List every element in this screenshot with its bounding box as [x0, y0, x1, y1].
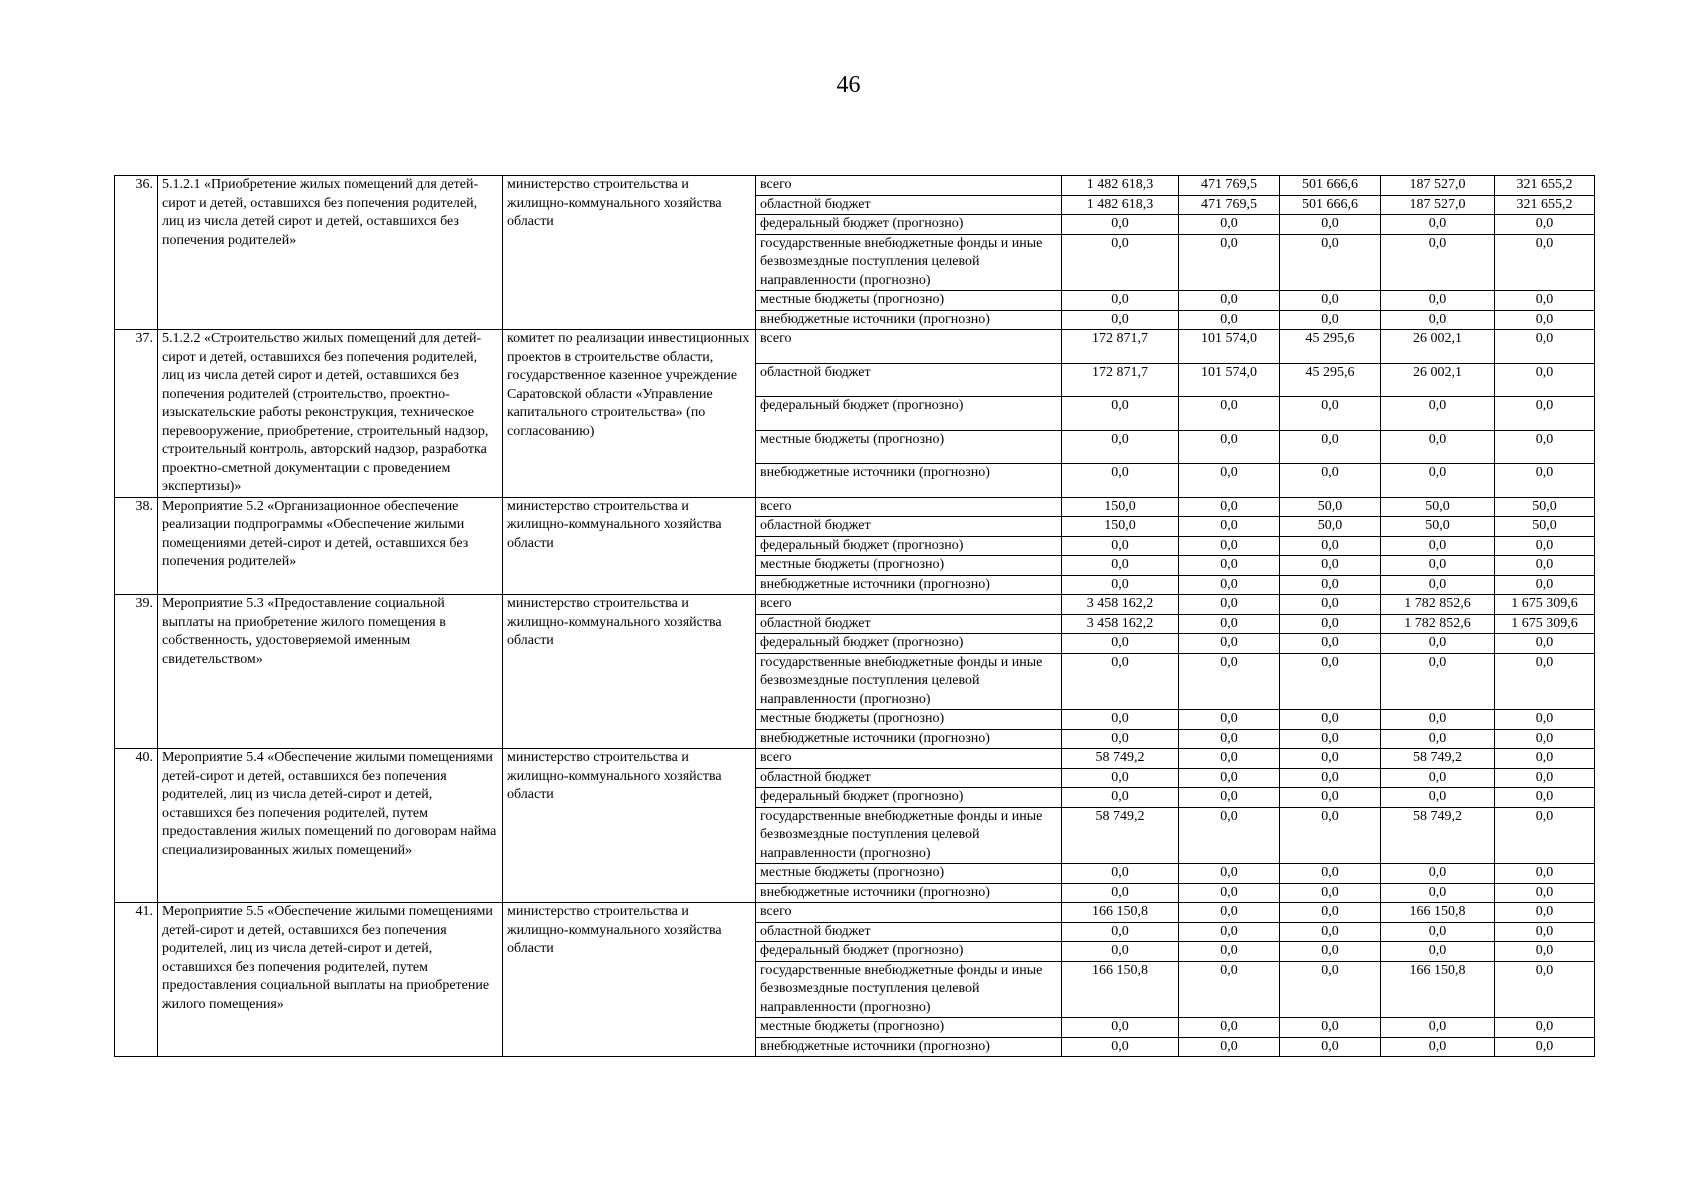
funding-source: государственные внебюджетные фонды и иные безвозмездные поступления целевой направленности (прогнозно) — [756, 807, 1062, 864]
amount-cell: 0,0 — [1495, 903, 1595, 923]
funding-source: внебюджетные источники (прогнозно) — [756, 310, 1062, 330]
amount-cell: 0,0 — [1495, 575, 1595, 595]
amount-cell: 1 675 309,6 — [1495, 614, 1595, 634]
funding-source: всего — [756, 595, 1062, 615]
amount-cell: 0,0 — [1280, 788, 1381, 808]
amount-cell: 0,0 — [1495, 710, 1595, 730]
amount-cell: 150,0 — [1062, 497, 1179, 517]
funding-source: областной бюджет — [756, 768, 1062, 788]
amount-cell: 0,0 — [1062, 864, 1179, 884]
funding-source: местные бюджеты (прогнозно) — [756, 710, 1062, 730]
amount-cell: 0,0 — [1179, 1037, 1280, 1057]
amount-cell: 0,0 — [1179, 942, 1280, 962]
amount-cell: 0,0 — [1062, 215, 1179, 235]
amount-cell: 0,0 — [1381, 768, 1495, 788]
funding-source: федеральный бюджет (прогнозно) — [756, 397, 1062, 431]
amount-cell: 0,0 — [1280, 768, 1381, 788]
funding-source: государственные внебюджетные фонды и иные безвозмездные поступления целевой направленности (прогнозно) — [756, 961, 1062, 1018]
amount-cell: 0,0 — [1280, 556, 1381, 576]
amount-cell: 0,0 — [1179, 497, 1280, 517]
row-number: 41. — [115, 903, 158, 1057]
amount-cell: 321 655,2 — [1495, 195, 1595, 215]
activity-name: Мероприятие 5.4 «Обеспечение жилыми помещениями детей-сирот и детей, оставшихся без попечения родителей, лиц из числа детей-сирот и детей, оставшихся без попечения родителей, путем предоставления жилых помещений по договорам найма специализированных жилых помещений» — [158, 749, 503, 903]
amount-cell: 0,0 — [1062, 768, 1179, 788]
amount-cell: 0,0 — [1280, 922, 1381, 942]
amount-cell: 0,0 — [1280, 653, 1381, 710]
amount-cell: 0,0 — [1179, 430, 1280, 464]
amount-cell: 0,0 — [1179, 575, 1280, 595]
amount-cell: 0,0 — [1062, 634, 1179, 654]
funding-source: местные бюджеты (прогнозно) — [756, 430, 1062, 464]
amount-cell: 0,0 — [1381, 464, 1495, 498]
amount-cell: 0,0 — [1495, 749, 1595, 769]
amount-cell: 0,0 — [1280, 464, 1381, 498]
amount-cell: 0,0 — [1062, 788, 1179, 808]
amount-cell: 26 002,1 — [1381, 363, 1495, 397]
amount-cell: 1 482 618,3 — [1062, 176, 1179, 196]
amount-cell: 0,0 — [1280, 942, 1381, 962]
activity-name: Мероприятие 5.3 «Предоставление социальной выплаты на приобретение жилого помещения в собственность, удостоверяемой именным свидетельством» — [158, 595, 503, 749]
funding-source: внебюджетные источники (прогнозно) — [756, 1037, 1062, 1057]
amount-cell: 101 574,0 — [1179, 330, 1280, 364]
amount-cell: 0,0 — [1179, 310, 1280, 330]
executor: министерство строительства и жилищно-коммунального хозяйства области — [503, 176, 756, 330]
amount-cell: 166 150,8 — [1381, 903, 1495, 923]
amount-cell: 0,0 — [1062, 942, 1179, 962]
amount-cell: 0,0 — [1381, 291, 1495, 311]
amount-cell: 166 150,8 — [1381, 961, 1495, 1018]
funding-source: областной бюджет — [756, 517, 1062, 537]
funding-source: всего — [756, 903, 1062, 923]
amount-cell: 0,0 — [1495, 536, 1595, 556]
amount-cell: 0,0 — [1280, 1037, 1381, 1057]
activity-name: Мероприятие 5.5 «Обеспечение жилыми помещениями детей-сирот и детей, оставшихся без попечения родителей, лиц из числа детей-сирот и детей, оставшихся без попечения родителей, путем предоставления социальной выплаты на приобретение жилого помещения» — [158, 903, 503, 1057]
executor: министерство строительства и жилищно-коммунального хозяйства области — [503, 749, 756, 903]
amount-cell: 50,0 — [1495, 497, 1595, 517]
amount-cell: 45 295,6 — [1280, 330, 1381, 364]
amount-cell: 58 749,2 — [1381, 807, 1495, 864]
amount-cell: 0,0 — [1062, 1018, 1179, 1038]
amount-cell: 0,0 — [1179, 234, 1280, 291]
amount-cell: 0,0 — [1280, 536, 1381, 556]
amount-cell: 50,0 — [1280, 497, 1381, 517]
amount-cell: 3 458 162,2 — [1062, 595, 1179, 615]
amount-cell: 0,0 — [1062, 729, 1179, 749]
amount-cell: 0,0 — [1179, 215, 1280, 235]
amount-cell: 0,0 — [1179, 614, 1280, 634]
amount-cell: 0,0 — [1179, 864, 1280, 884]
amount-cell: 0,0 — [1381, 234, 1495, 291]
amount-cell: 101 574,0 — [1179, 363, 1280, 397]
amount-cell: 0,0 — [1179, 788, 1280, 808]
amount-cell: 0,0 — [1062, 653, 1179, 710]
amount-cell: 501 666,6 — [1280, 176, 1381, 196]
amount-cell: 45 295,6 — [1280, 363, 1381, 397]
funding-source: федеральный бюджет (прогнозно) — [756, 942, 1062, 962]
amount-cell: 0,0 — [1179, 634, 1280, 654]
funding-source: государственные внебюджетные фонды и иные безвозмездные поступления целевой направленности (прогнозно) — [756, 234, 1062, 291]
amount-cell: 172 871,7 — [1062, 330, 1179, 364]
amount-cell: 26 002,1 — [1381, 330, 1495, 364]
amount-cell: 0,0 — [1280, 864, 1381, 884]
amount-cell: 0,0 — [1495, 397, 1595, 431]
amount-cell: 1 782 852,6 — [1381, 595, 1495, 615]
funding-source: всего — [756, 749, 1062, 769]
amount-cell: 0,0 — [1495, 653, 1595, 710]
amount-cell: 0,0 — [1179, 903, 1280, 923]
amount-cell: 1 675 309,6 — [1495, 595, 1595, 615]
amount-cell: 0,0 — [1280, 1018, 1381, 1038]
amount-cell: 0,0 — [1179, 961, 1280, 1018]
amount-cell: 0,0 — [1495, 729, 1595, 749]
funding-source: всего — [756, 176, 1062, 196]
row-number: 37. — [115, 330, 158, 498]
amount-cell: 0,0 — [1179, 517, 1280, 537]
amount-cell: 0,0 — [1280, 749, 1381, 769]
amount-cell: 0,0 — [1381, 575, 1495, 595]
amount-cell: 50,0 — [1495, 517, 1595, 537]
amount-cell: 0,0 — [1495, 864, 1595, 884]
funding-source: местные бюджеты (прогнозно) — [756, 556, 1062, 576]
amount-cell: 0,0 — [1495, 464, 1595, 498]
amount-cell: 0,0 — [1381, 788, 1495, 808]
funding-source: областной бюджет — [756, 363, 1062, 397]
amount-cell: 0,0 — [1495, 1018, 1595, 1038]
amount-cell: 0,0 — [1280, 807, 1381, 864]
funding-source: внебюджетные источники (прогнозно) — [756, 464, 1062, 498]
amount-cell: 0,0 — [1381, 397, 1495, 431]
amount-cell: 0,0 — [1495, 768, 1595, 788]
amount-cell: 0,0 — [1062, 556, 1179, 576]
amount-cell: 0,0 — [1179, 768, 1280, 788]
table-row — [115, 176, 1595, 196]
amount-cell: 0,0 — [1062, 291, 1179, 311]
amount-cell: 0,0 — [1495, 961, 1595, 1018]
table-body — [115, 176, 1595, 1057]
amount-cell: 3 458 162,2 — [1062, 614, 1179, 634]
table-row — [115, 497, 1595, 517]
amount-cell: 0,0 — [1381, 883, 1495, 903]
amount-cell: 0,0 — [1495, 1037, 1595, 1057]
amount-cell: 0,0 — [1280, 215, 1381, 235]
amount-cell: 0,0 — [1062, 234, 1179, 291]
row-number: 40. — [115, 749, 158, 903]
amount-cell: 0,0 — [1179, 922, 1280, 942]
amount-cell: 166 150,8 — [1062, 961, 1179, 1018]
funding-source: всего — [756, 330, 1062, 364]
amount-cell: 0,0 — [1495, 363, 1595, 397]
amount-cell: 0,0 — [1179, 729, 1280, 749]
amount-cell: 172 871,7 — [1062, 363, 1179, 397]
amount-cell: 0,0 — [1381, 942, 1495, 962]
amount-cell: 0,0 — [1280, 729, 1381, 749]
table-row — [115, 903, 1595, 923]
amount-cell: 0,0 — [1495, 883, 1595, 903]
funding-source: местные бюджеты (прогнозно) — [756, 1018, 1062, 1038]
amount-cell: 0,0 — [1381, 536, 1495, 556]
amount-cell: 0,0 — [1381, 729, 1495, 749]
amount-cell: 50,0 — [1381, 497, 1495, 517]
amount-cell: 0,0 — [1062, 922, 1179, 942]
row-number: 38. — [115, 497, 158, 595]
activity-name: 5.1.2.2 «Строительство жилых помещений для детей-сирот и детей, оставшихся без попечения родителей, лиц из числа детей сирот и детей, оставшихся без попечения родителей (строительство, проектно-изыскательские работы реконструкция, техническое перевооружение, приобретение, строительный надзор, строительный контроль, авторский надзор, разработка проектно-сметной документации с проведением экспертизы)» — [158, 330, 503, 498]
amount-cell: 0,0 — [1381, 215, 1495, 235]
amount-cell: 0,0 — [1179, 807, 1280, 864]
amount-cell: 0,0 — [1062, 536, 1179, 556]
amount-cell: 166 150,8 — [1062, 903, 1179, 923]
amount-cell: 0,0 — [1495, 291, 1595, 311]
funding-source: федеральный бюджет (прогнозно) — [756, 788, 1062, 808]
amount-cell: 0,0 — [1280, 430, 1381, 464]
amount-cell: 50,0 — [1381, 517, 1495, 537]
amount-cell: 0,0 — [1280, 710, 1381, 730]
executor: министерство строительства и жилищно-коммунального хозяйства области — [503, 497, 756, 595]
row-number: 39. — [115, 595, 158, 749]
activity-name: Мероприятие 5.2 «Организационное обеспечение реализации подпрограммы «Обеспечение жилыми помещениями детей-сирот и детей, оставшихся без попечения родителей» — [158, 497, 503, 595]
amount-cell: 1 782 852,6 — [1381, 614, 1495, 634]
amount-cell: 0,0 — [1062, 883, 1179, 903]
amount-cell: 0,0 — [1381, 556, 1495, 576]
amount-cell: 0,0 — [1179, 710, 1280, 730]
amount-cell: 58 749,2 — [1381, 749, 1495, 769]
amount-cell: 0,0 — [1280, 614, 1381, 634]
executor: министерство строительства и жилищно-коммунального хозяйства области — [503, 903, 756, 1057]
amount-cell: 0,0 — [1179, 595, 1280, 615]
amount-cell: 0,0 — [1062, 575, 1179, 595]
amount-cell: 0,0 — [1381, 1018, 1495, 1038]
amount-cell: 0,0 — [1062, 310, 1179, 330]
amount-cell: 0,0 — [1179, 653, 1280, 710]
amount-cell: 0,0 — [1062, 464, 1179, 498]
amount-cell: 0,0 — [1179, 883, 1280, 903]
page-number: 46 — [836, 72, 861, 98]
amount-cell: 0,0 — [1179, 1018, 1280, 1038]
funding-source: областной бюджет — [756, 195, 1062, 215]
amount-cell: 0,0 — [1062, 1037, 1179, 1057]
amount-cell: 150,0 — [1062, 517, 1179, 537]
amount-cell: 0,0 — [1280, 883, 1381, 903]
funding-source: местные бюджеты (прогнозно) — [756, 291, 1062, 311]
funding-source: внебюджетные источники (прогнозно) — [756, 575, 1062, 595]
amount-cell: 0,0 — [1280, 961, 1381, 1018]
amount-cell: 50,0 — [1280, 517, 1381, 537]
amount-cell: 58 749,2 — [1062, 807, 1179, 864]
amount-cell: 0,0 — [1381, 634, 1495, 654]
amount-cell: 0,0 — [1495, 788, 1595, 808]
amount-cell: 0,0 — [1280, 634, 1381, 654]
amount-cell: 0,0 — [1381, 430, 1495, 464]
funding-source: федеральный бюджет (прогнозно) — [756, 634, 1062, 654]
activity-name: 5.1.2.1 «Приобретение жилых помещений для детей-сирот и детей, оставшихся без попечения родителей, лиц из числа детей сирот и детей, оставшихся без попечения родителей» — [158, 176, 503, 330]
amount-cell: 187 527,0 — [1381, 195, 1495, 215]
amount-cell: 0,0 — [1495, 942, 1595, 962]
amount-cell: 0,0 — [1495, 922, 1595, 942]
funding-source: внебюджетные источники (прогнозно) — [756, 883, 1062, 903]
funding-source: областной бюджет — [756, 614, 1062, 634]
amount-cell: 187 527,0 — [1381, 176, 1495, 196]
executor: комитет по реализации инвестиционных проектов в строительстве области, государственное казенное учреждение Саратовской области «Управление капитального строительства» (по согласованию) — [503, 330, 756, 498]
funding-source: федеральный бюджет (прогнозно) — [756, 536, 1062, 556]
amount-cell: 0,0 — [1179, 536, 1280, 556]
amount-cell: 0,0 — [1280, 575, 1381, 595]
amount-cell: 0,0 — [1381, 710, 1495, 730]
amount-cell: 321 655,2 — [1495, 176, 1595, 196]
amount-cell: 0,0 — [1062, 397, 1179, 431]
table-row — [115, 330, 1595, 364]
funding-source: внебюджетные источники (прогнозно) — [756, 729, 1062, 749]
amount-cell: 0,0 — [1179, 749, 1280, 769]
amount-cell: 1 482 618,3 — [1062, 195, 1179, 215]
amount-cell: 0,0 — [1381, 1037, 1495, 1057]
amount-cell: 0,0 — [1495, 215, 1595, 235]
amount-cell: 0,0 — [1495, 330, 1595, 364]
amount-cell: 0,0 — [1062, 430, 1179, 464]
amount-cell: 0,0 — [1381, 864, 1495, 884]
amount-cell: 471 769,5 — [1179, 176, 1280, 196]
executor: министерство строительства и жилищно-коммунального хозяйства области — [503, 595, 756, 749]
amount-cell: 58 749,2 — [1062, 749, 1179, 769]
amount-cell: 0,0 — [1495, 807, 1595, 864]
amount-cell: 0,0 — [1179, 397, 1280, 431]
amount-cell: 0,0 — [1381, 310, 1495, 330]
amount-cell: 0,0 — [1495, 310, 1595, 330]
funding-source: всего — [756, 497, 1062, 517]
amount-cell: 0,0 — [1495, 634, 1595, 654]
amount-cell: 0,0 — [1179, 556, 1280, 576]
amount-cell: 0,0 — [1280, 595, 1381, 615]
amount-cell: 0,0 — [1381, 653, 1495, 710]
amount-cell: 0,0 — [1280, 291, 1381, 311]
amount-cell: 0,0 — [1381, 922, 1495, 942]
amount-cell: 0,0 — [1280, 234, 1381, 291]
amount-cell: 0,0 — [1495, 430, 1595, 464]
amount-cell: 0,0 — [1280, 397, 1381, 431]
amount-cell: 0,0 — [1495, 234, 1595, 291]
amount-cell: 0,0 — [1062, 710, 1179, 730]
funding-source: областной бюджет — [756, 922, 1062, 942]
amount-cell: 501 666,6 — [1280, 195, 1381, 215]
amount-cell: 0,0 — [1179, 291, 1280, 311]
table-row — [115, 595, 1595, 615]
funding-source: государственные внебюджетные фонды и иные безвозмездные поступления целевой направленности (прогнозно) — [756, 653, 1062, 710]
amount-cell: 0,0 — [1179, 464, 1280, 498]
amount-cell: 0,0 — [1280, 310, 1381, 330]
amount-cell: 0,0 — [1495, 556, 1595, 576]
funding-source: федеральный бюджет (прогнозно) — [756, 215, 1062, 235]
amount-cell: 471 769,5 — [1179, 195, 1280, 215]
amount-cell: 0,0 — [1280, 903, 1381, 923]
row-number: 36. — [115, 176, 158, 330]
table-row — [115, 749, 1595, 769]
budget-table — [114, 175, 1595, 1057]
funding-source: местные бюджеты (прогнозно) — [756, 864, 1062, 884]
